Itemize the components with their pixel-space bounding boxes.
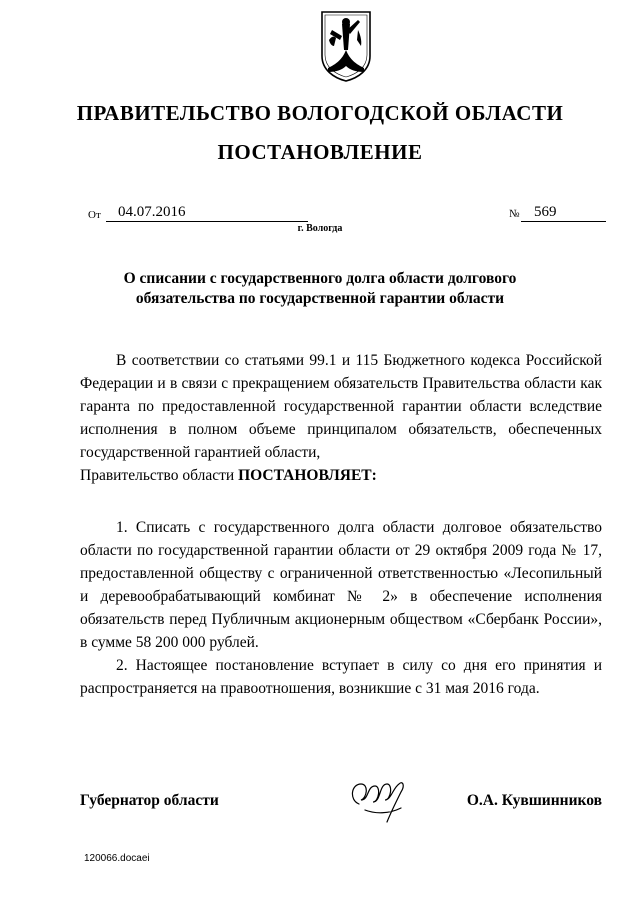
signature-block: [80, 788, 602, 818]
file-reference: 120066.docaei: [84, 853, 150, 864]
date-prefix: От: [88, 209, 101, 221]
city-label: г. Вологда: [297, 223, 343, 234]
item-2-paragraph: 2. Настоящее постановление вступает в силу со дня его принятия и распространяется на правоотношения, возникшие с 31 мая 2016 года.: [80, 657, 602, 697]
document-type: ПОСТАНОВЛЕНИЕ: [217, 140, 423, 164]
document-body: [80, 349, 602, 700]
resolve-prefix: Правительство области: [80, 467, 239, 484]
coat-of-arms-icon: [320, 10, 372, 82]
item-1-paragraph: 1. Списать с государственного долга области долговое обязательство области по государственной гарантии области от 29 октября 2009 года № 17, предоставленной обществу с ограниченной ответственностью «Лесопильный и деревообрабатывающий комбинат № 2» в обеспечение исполнения обязательств перед Публичным акционерным обществом «Сбербанк России», в сумме 58 200 000 рублей.: [80, 519, 602, 651]
document-subject: О списании с государственного долга области долгового обязательства по государственной гарантии области: [123, 270, 517, 307]
number-prefix: №: [509, 208, 520, 220]
handwritten-signature-icon: [345, 770, 415, 828]
resolve-line: [80, 464, 602, 487]
signatory-name: О.А. Кувшинников: [466, 792, 602, 809]
government-title: ПРАВИТЕЛЬСТВО ВОЛОГОДСКОЙ ОБЛАСТИ: [76, 101, 564, 125]
preamble-paragraph: В соответствии со статьями 99.1 и 115 Бюджетного кодекса Российской Федерации и в связи с прекращением обязательств Правительства области как гаранта по предоставленной государственной гарантии области вследствие исполнения в полном объеме принципалом обязательств, обеспеченных государственной гарантией области,: [80, 352, 602, 461]
document-number: 569: [521, 204, 606, 222]
document-date: 04.07.2016: [106, 204, 308, 222]
signatory-position: Губернатор области: [80, 792, 219, 809]
resolve-word: ПОСТАНОВЛЯЕТ:: [238, 467, 377, 484]
document-meta: [88, 204, 608, 224]
